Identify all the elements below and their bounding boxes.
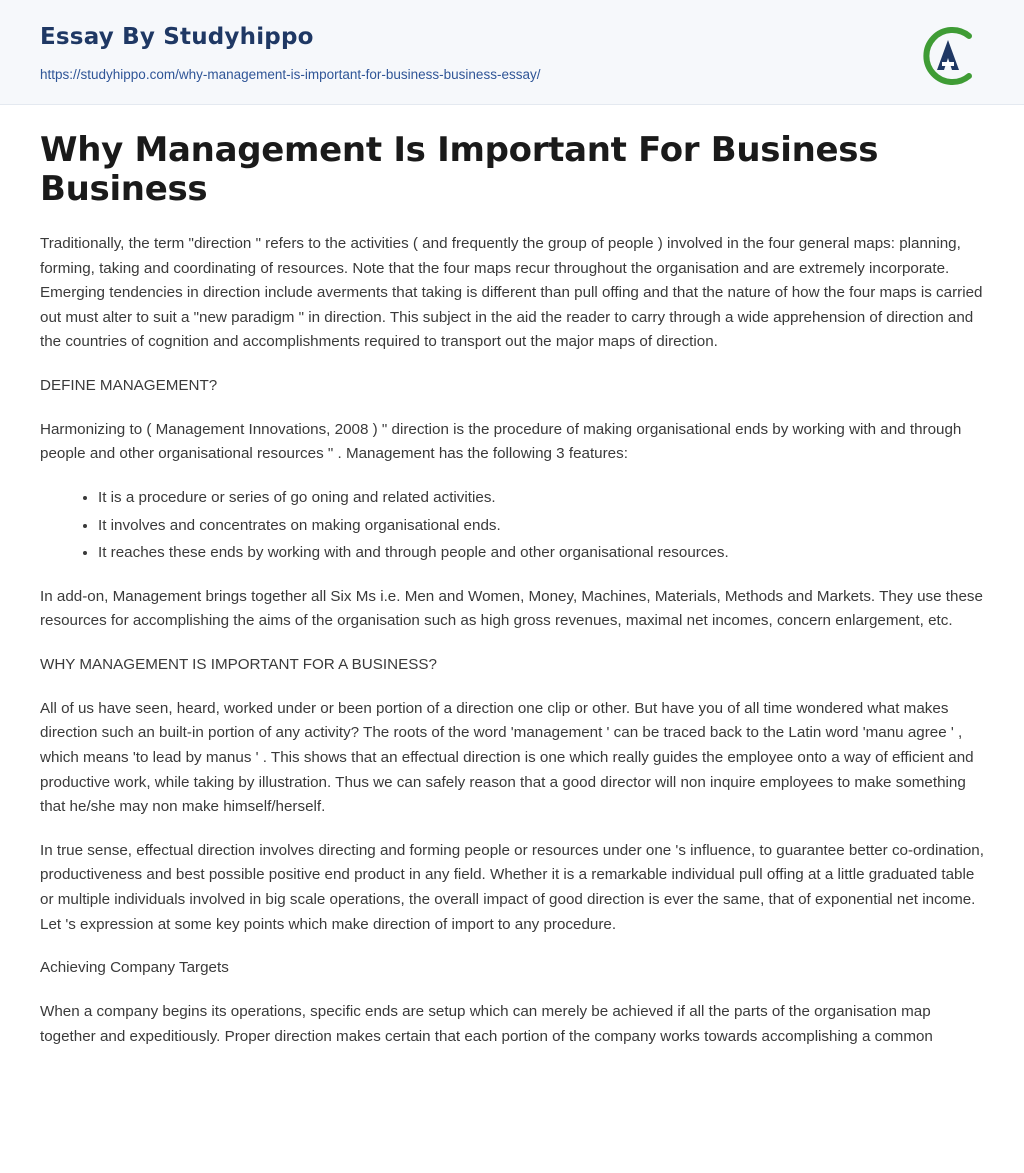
paragraph-effective-management: In true sense, effectual direction involves directing and forming people or resources under one 's influence, to guarantee better co-ordination, productiveness and best possible positive end product in any field. Whether it is a remarkable individual pull offing at a little graduated table or multiple individuals involved in big scale operations, the overall impact of good direction is ever the same, that of exponential net income. Let 's expression at some key points which make direction of import to any procedure. xyxy=(40,841,984,933)
paragraph-definition: Harmonizing to ( Management Innovations, 2008 ) " direction is the procedure of making organisational ends by working with and through people and other organisational resources " . Management has the following 3 features: xyxy=(40,420,962,463)
paragraph-roots-of-management: All of us have seen, heard, worked under or been portion of a direction one clip or other. But have you of all time wondered what makes direction such an built-in portion of any activity? The roots of the word 'management ' can be traced back to the Latin word 'manu agree ' , which means 'to lead by manus ' . This shows that an effectual direction is one which really guides the employee onto a way of efficient and productive work, while taking by illustration. Thus we can safely reason that a good director will non inquire employees to make something that he/she may non make himself/herself. xyxy=(40,699,974,816)
list-item: • It reaches these ends by working with and through people and other organisational resources. xyxy=(98,541,984,566)
paragraph-company-targets: When a company begins its operations, specific ends are setup which can merely be achieved if all the parts of the organisation map together and expeditiously. Proper direction makes certain that each portion of the company works towards accomplishing a common xyxy=(40,1002,933,1045)
studyhippo-logo-icon xyxy=(914,22,982,90)
article-body xyxy=(0,105,1024,1108)
section-heading-define-management: DEFINE MANAGEMENT? xyxy=(40,377,218,394)
list-item: • It is a procedure or series of go oning and related activities. xyxy=(98,486,984,511)
management-features-list xyxy=(40,486,984,566)
section-heading-achieving-company-targets: Achieving Company Targets xyxy=(40,959,229,977)
paragraph-six-ms: In add-on, Management brings together all Six Ms i.e. Men and Women, Money, Machines, Materials, Methods and Markets. They use these resources for accomplishing the aims of the organisation such as high gross revenues, maximal net incomes, concern enlargement, etc. xyxy=(40,587,983,630)
brand-title: Essay By Studyhippo xyxy=(40,24,314,50)
site-header xyxy=(0,0,1024,105)
paragraph-intro: Traditionally, the term "direction " refers to the activities ( and frequently the group of people ) involved in the four general maps: planning, forming, taking and coordinating of resources. Note that the four maps recur throughout the organisation and are extremely incorporate. Emerging tendencies in direction include averments that taking is different than pull offing and that the nature of how the four maps is carried out must alter to suit a "new paradigm " in direction. This subject in the aid the reader to carry through a wide apprehension of direction and the countries of cognition and accomplishments required to transport out the major maps of direction. xyxy=(40,234,983,351)
page-title: Why Management Is Important For Business Business xyxy=(40,130,879,210)
source-url-link[interactable]: https://studyhippo.com/why-management-is-important-for-business-business-essay/ xyxy=(40,67,541,82)
list-item: • It involves and concentrates on making organisational ends. xyxy=(98,514,984,539)
section-heading-why-management-important: WHY MANAGEMENT IS IMPORTANT FOR A BUSINESS? xyxy=(40,656,437,673)
